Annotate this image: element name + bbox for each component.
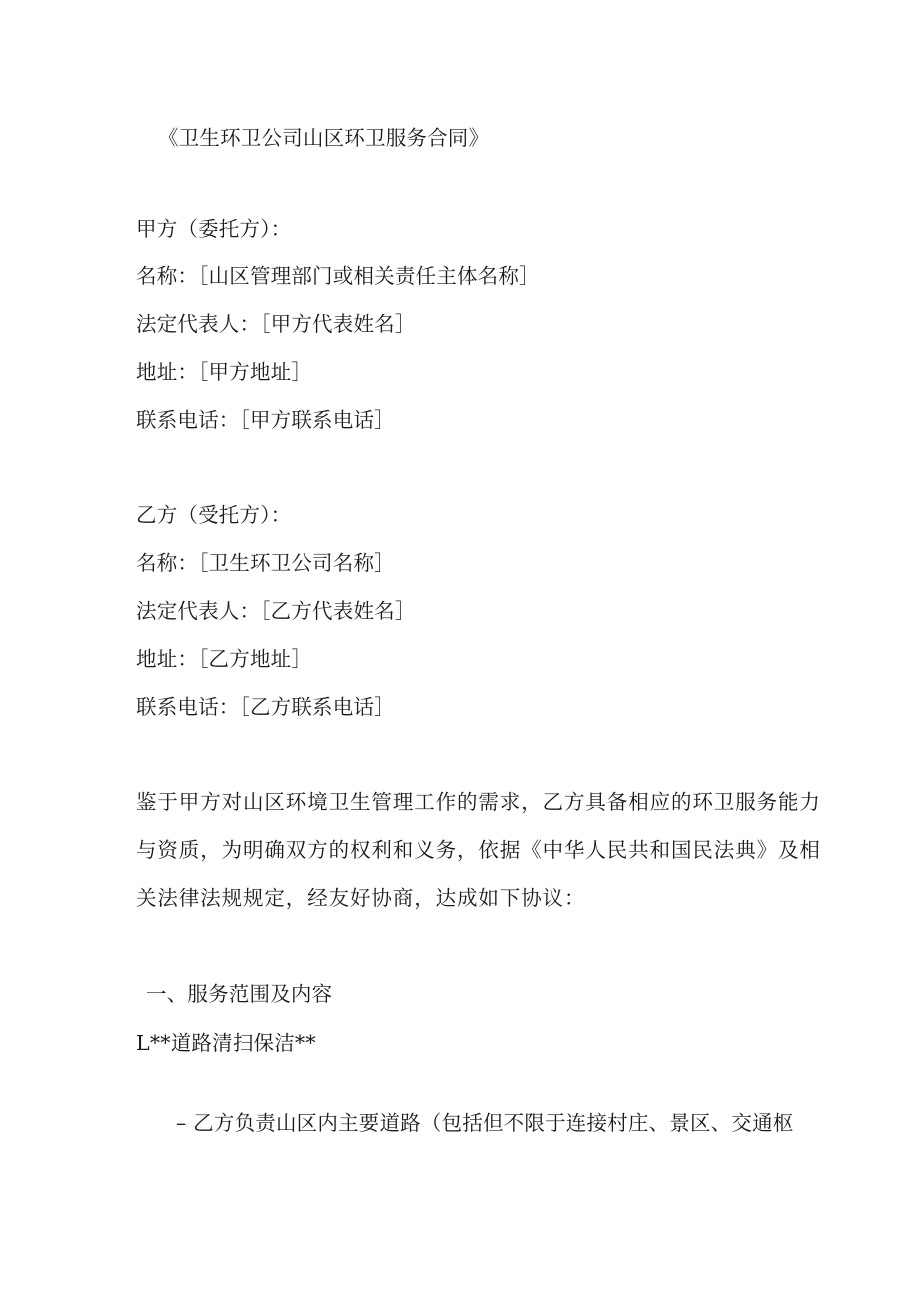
party-b-address: 地址：［乙方地址］ (136, 647, 313, 671)
document-title: 《卫生环卫公司山区环卫服务合同》 (158, 126, 490, 150)
preamble-line-3: 关法律法规规定，经友好协商，达成如下协议： (136, 886, 586, 910)
party-a-legal-rep: 法定代表人：［甲方代表姓名］ (136, 312, 416, 336)
party-b-phone: 联系电话：［乙方联系电话］ (136, 695, 395, 719)
bullet-item: – 乙方负责山区内主要道路（包括但不限于连接村庄、景区、交通枢 (176, 1111, 794, 1135)
party-b-heading: 乙方（受托方）： (136, 503, 292, 527)
section-heading: 一、服务范围及内容 (146, 982, 333, 1006)
party-a-address: 地址：［甲方地址］ (136, 360, 313, 384)
party-a-name: 名称：［山区管理部门或相关责任主体名称］ (136, 264, 540, 288)
party-a-heading: 甲方（委托方）： (136, 217, 292, 241)
party-b-name: 名称：［卫生环卫公司名称］ (136, 551, 395, 575)
party-b-legal-rep: 法定代表人：［乙方代表姓名］ (136, 599, 416, 623)
party-a-phone: 联系电话：［甲方联系电话］ (136, 408, 395, 432)
preamble-line-1: 鉴于甲方对山区环境卫生管理工作的需求，乙方具备相应的环卫服务能力 (136, 790, 821, 814)
preamble-line-2: 与资质，为明确双方的权利和义务，依据《中华人民共和国民法典》及相 (136, 838, 821, 862)
section-item-heading: L**道路清扫保洁** (136, 1031, 316, 1055)
